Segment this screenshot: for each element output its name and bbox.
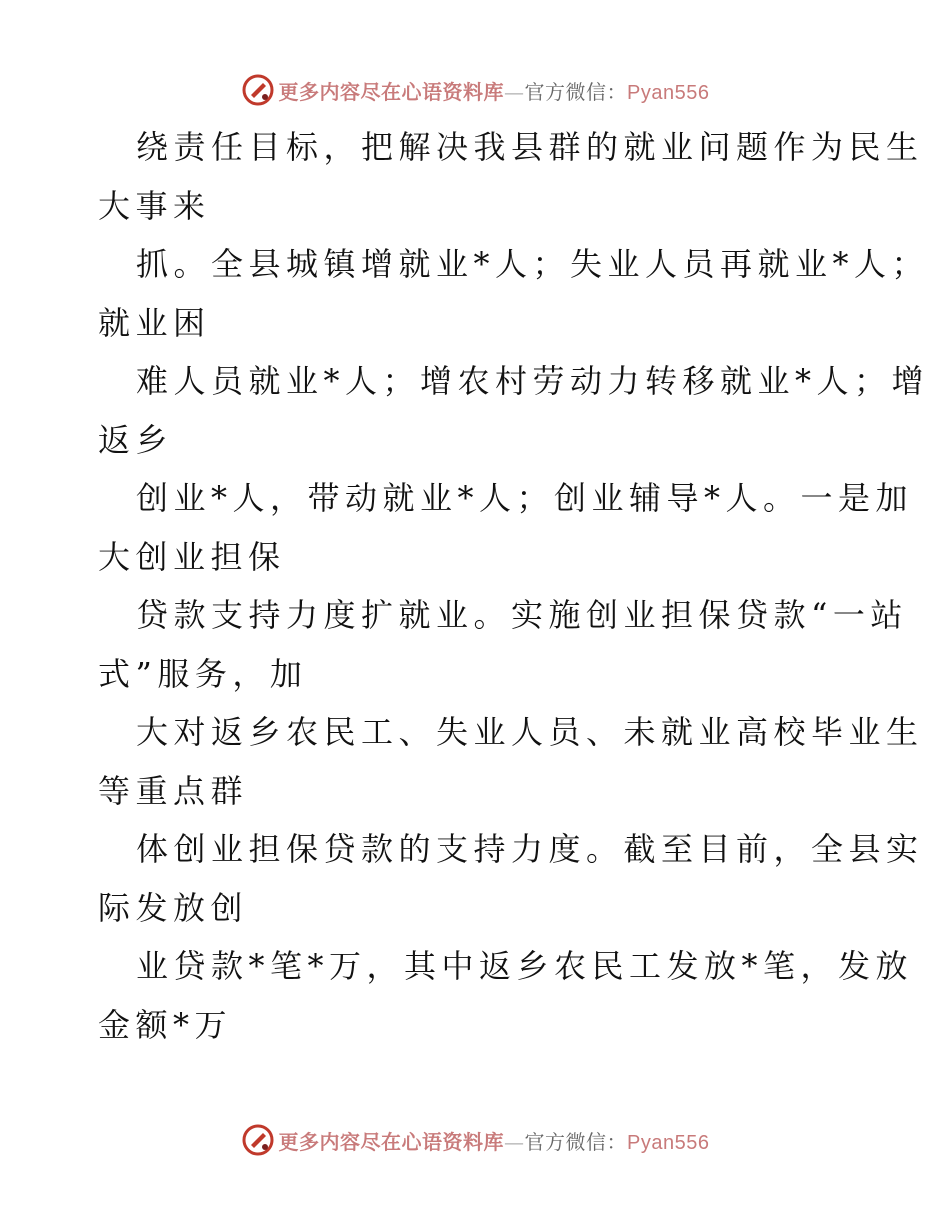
document-body	[98, 118, 930, 1054]
body-line: 返乡	[98, 420, 174, 459]
seal-logo-icon	[241, 1123, 275, 1157]
body-line: 抓。全县城镇增就业*人；失业人员再就业*人；	[136, 245, 930, 283]
body-line: 贷款支持力度扩就业。实施创业担保贷款“一站	[136, 596, 908, 634]
body-line: 就业困	[98, 303, 211, 342]
body-line: 绕责任目标，把解决我县群的就业问题作为民生	[136, 128, 924, 166]
header-banner	[0, 70, 950, 110]
body-line: 业贷款*笔*万，其中返乡农民工发放*笔，发放	[136, 947, 914, 985]
body-line: 金额*万	[98, 1005, 233, 1044]
header-wechat: Pyan556	[627, 81, 710, 104]
footer-text	[279, 1126, 710, 1155]
footer-wechat: Pyan556	[627, 1131, 710, 1154]
footer-brand: 更多内容尽在心语资料库	[278, 1129, 505, 1154]
body-line: 大事来	[98, 186, 211, 225]
header-text	[279, 76, 710, 105]
body-line: 创业*人，带动就业*人；创业辅导*人。一是加	[136, 479, 914, 517]
header-brand: 更多内容尽在心语资料库	[278, 79, 505, 104]
header-official: 官方微信：	[524, 79, 628, 104]
header-dash: —	[504, 79, 525, 104]
footer-official: 官方微信：	[524, 1129, 628, 1154]
body-line: 体创业担保贷款的支持力度。截至目前，全县实	[136, 830, 924, 868]
footer-banner	[0, 1120, 950, 1160]
body-line: 大创业担保	[98, 537, 286, 576]
body-line: 式”服务，加	[98, 654, 308, 693]
body-line: 等重点群	[98, 771, 249, 810]
seal-logo-icon	[241, 73, 275, 107]
footer-dash: —	[504, 1129, 525, 1154]
body-line: 难人员就业*人；增农村劳动力转移就业*人；增	[136, 362, 930, 400]
body-line: 大对返乡农民工、失业人员、未就业高校毕业生	[136, 713, 924, 751]
body-line: 际发放创	[98, 888, 249, 927]
